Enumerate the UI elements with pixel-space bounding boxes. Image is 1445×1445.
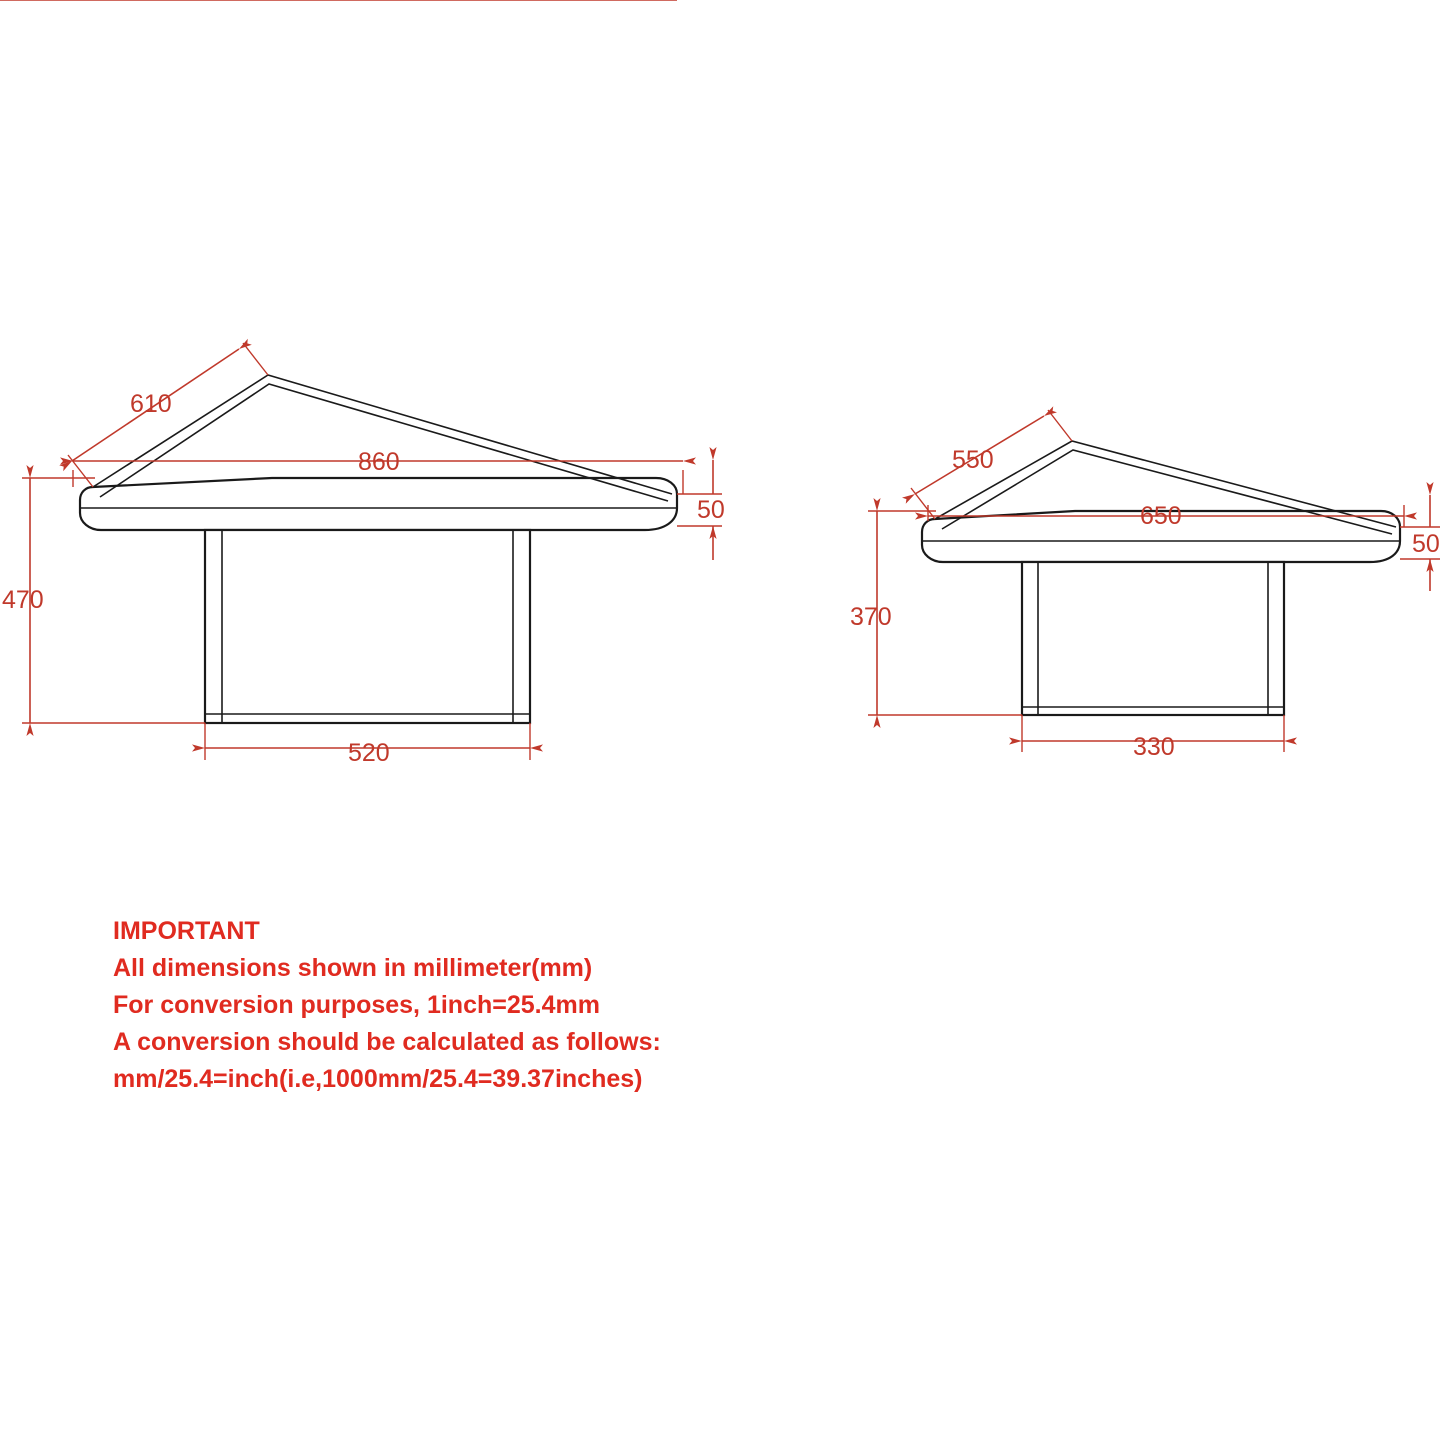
dim-610-label: 610	[130, 390, 172, 418]
note-line-4: mm/25.4=inch(i.e,1000mm/25.4=39.37inches)	[113, 1065, 643, 1093]
dim-520-label: 520	[348, 739, 390, 767]
note-line-1: All dimensions shown in millimeter(mm)	[113, 954, 593, 982]
note-line-3: A conversion should be calculated as follows:	[113, 1028, 661, 1056]
dim-50-label-right: 50	[1412, 530, 1440, 558]
dim-330-label: 330	[1133, 733, 1175, 761]
dim-550-label: 550	[952, 446, 994, 474]
large-table-geometry	[80, 375, 677, 723]
dim-370-label: 370	[850, 603, 892, 631]
note-heading: IMPORTANT	[113, 917, 260, 945]
important-note	[113, 913, 813, 1098]
dim-860-label: 860	[358, 448, 400, 476]
dim-50-label-left: 50	[697, 496, 725, 524]
note-line-2: For conversion purposes, 1inch=25.4mm	[113, 991, 600, 1019]
dim-470-label: 470	[2, 586, 44, 614]
dim-650-label: 650	[1140, 502, 1182, 530]
small-table-geometry	[922, 441, 1400, 715]
